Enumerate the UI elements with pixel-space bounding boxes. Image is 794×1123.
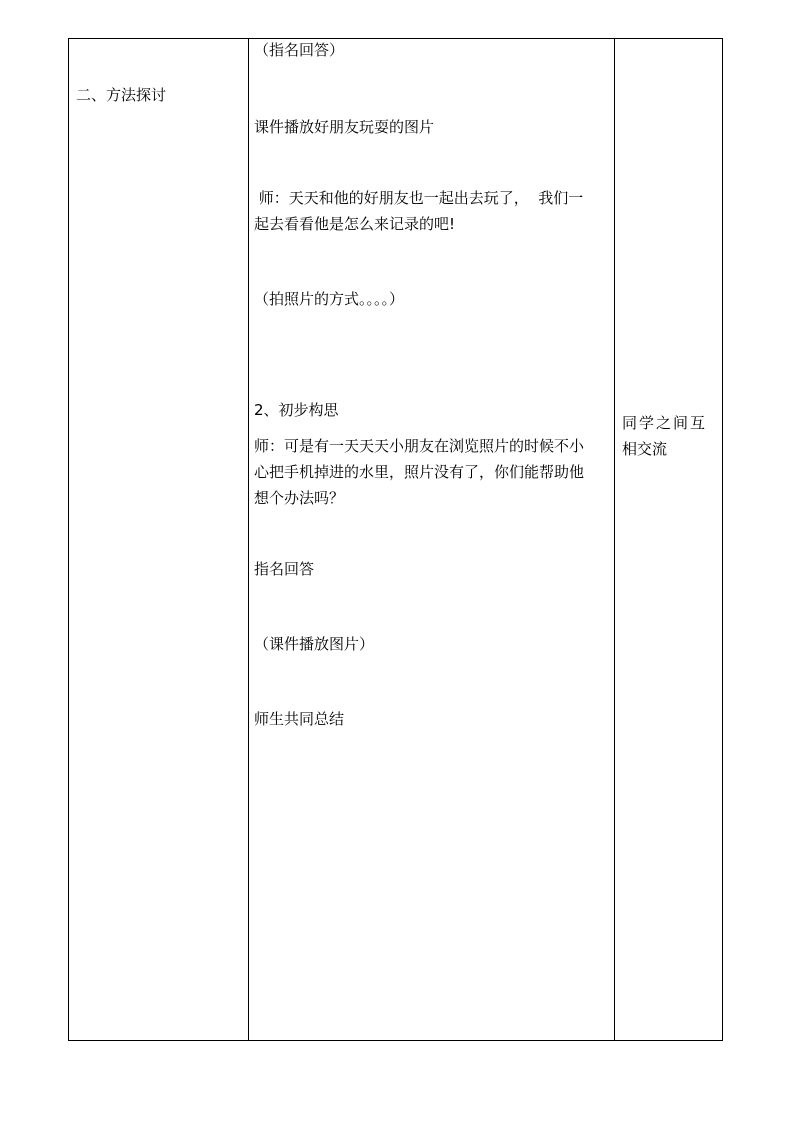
student-activity-line-2: 相交流 (622, 440, 668, 458)
student-activity-line-1: 同学之间互 (622, 414, 708, 432)
teacher-line-1b: 起去看看他是怎么来记录的吧! (254, 215, 456, 233)
stage-column (69, 39, 249, 1040)
courseware-play-images: （课件播放图片） (254, 635, 375, 653)
teacher-line-2b: 心把手机掉进的水里，照片没有了，你们能帮助他 (254, 463, 585, 481)
step-initial-idea: 2、初步构思 (254, 401, 339, 419)
summary-note: 师生共同总结 (254, 710, 345, 728)
section-title: 二、方法探讨 (76, 86, 167, 104)
photo-method-note: （拍照片的方式。。。。） (254, 290, 405, 308)
teacher-line-1a: 师：天天和他的好朋友也一起出去玩了， 我们一 (254, 189, 584, 207)
teacher-activity-column (248, 39, 615, 1040)
teacher-line-2a: 师：可是有一天天天小朋友在浏览照片的时候不小 (254, 437, 585, 455)
teacher-line-2c: 想个办法吗？ (254, 489, 345, 507)
student-activity-column (614, 39, 722, 1040)
note-answer-1: （指名回答） (254, 41, 345, 59)
lesson-plan-table (68, 38, 723, 1041)
note-answer-2: 指名回答 (254, 560, 315, 578)
courseware-play-friends: 课件播放好朋友玩耍的图片 (254, 118, 435, 136)
